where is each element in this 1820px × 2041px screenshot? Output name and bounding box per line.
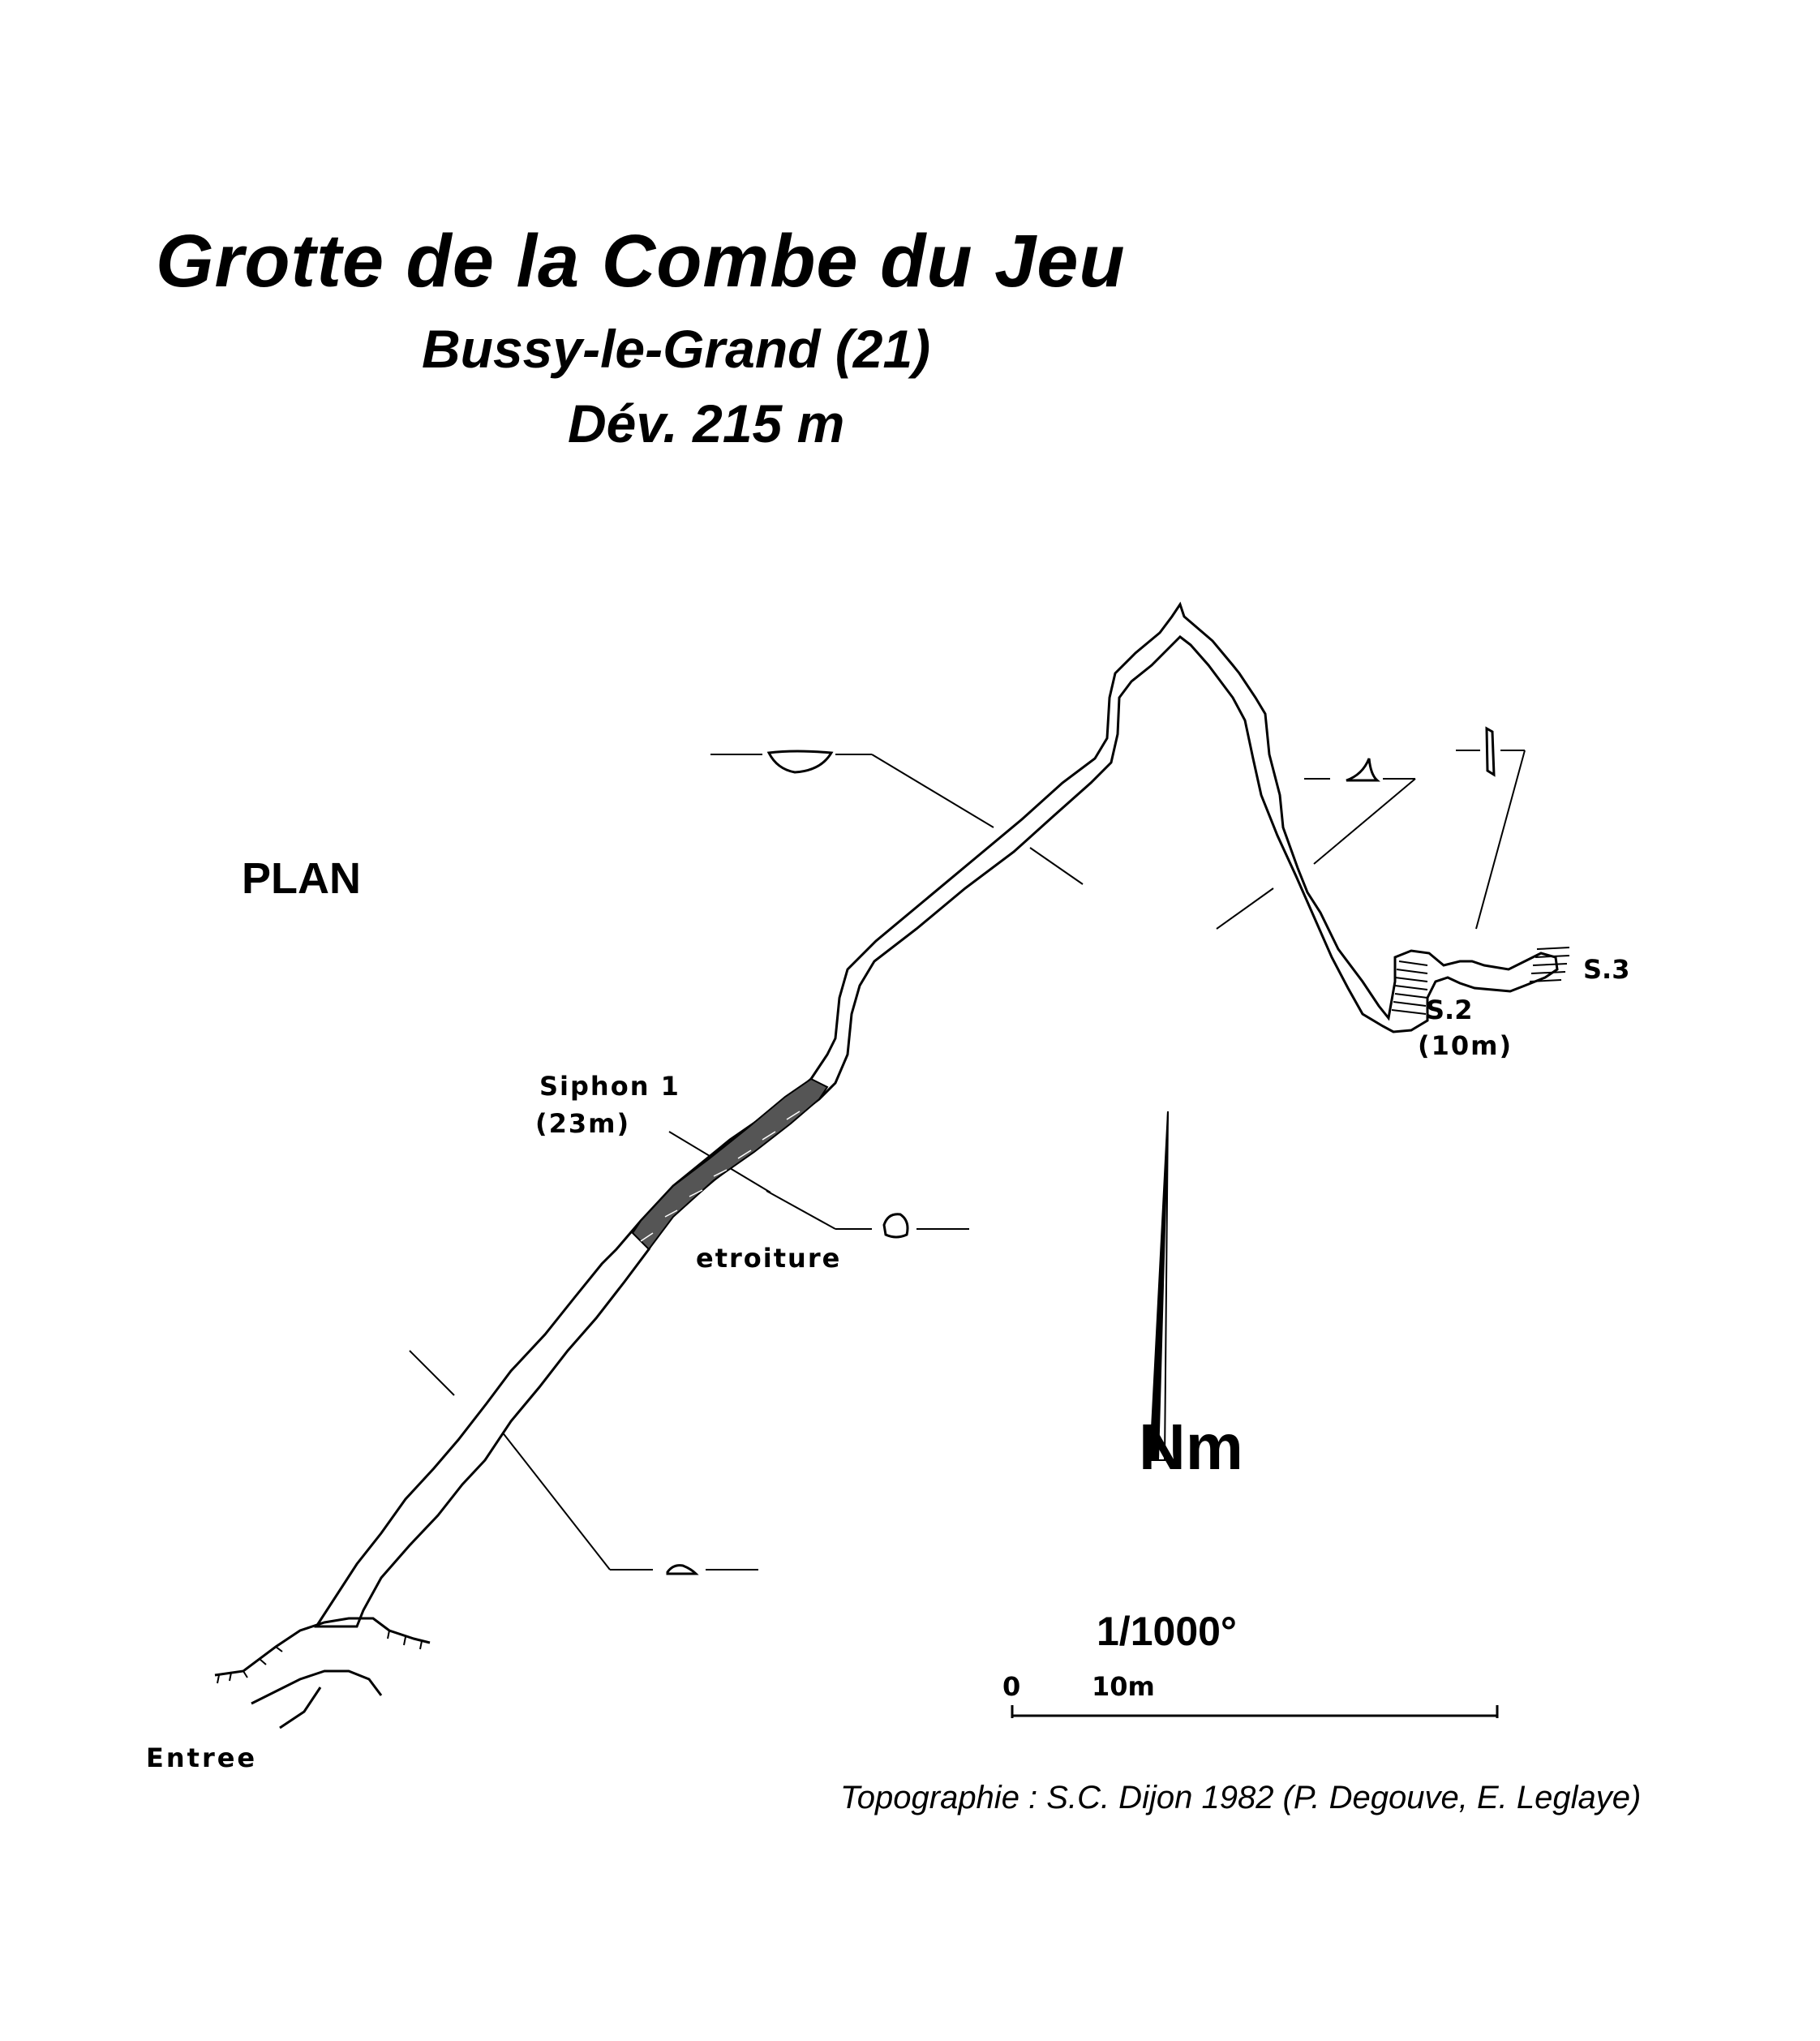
entrance-label: Entree xyxy=(146,1742,258,1773)
terrain-ticks xyxy=(217,1631,422,1683)
development-length: Dév. 215 m xyxy=(568,393,845,453)
scale-tick-label: 10m xyxy=(1092,1671,1155,1702)
siphon-2-length: (10m) xyxy=(1418,1030,1513,1061)
siphon-1-length: (23m) xyxy=(535,1108,631,1139)
entrance-terrain xyxy=(215,1618,430,1728)
narrowing-label: etroiture xyxy=(696,1243,842,1274)
siphon-1-label: Siphon 1 xyxy=(539,1071,680,1102)
main-passage xyxy=(316,604,1557,1626)
siphon-1-water xyxy=(633,1079,827,1249)
cross-sections xyxy=(667,728,1494,1574)
north-arrow-icon xyxy=(1150,1111,1168,1460)
survey-credits: Topographie : S.C. Dijon 1982 (P. Degouve, E. Leglaye) xyxy=(840,1780,1642,1815)
location-subtitle: Bussy-le-Grand (21) xyxy=(422,319,931,379)
siphon-2-label: S.2 xyxy=(1426,995,1473,1025)
scale-bar xyxy=(1012,1705,1497,1718)
scale-ratio: 1/1000° xyxy=(1097,1609,1237,1654)
siphon-3-label: S.3 xyxy=(1583,954,1630,985)
plan-view-label: PLAN xyxy=(242,854,361,903)
map-title: Grotte de la Combe du Jeu xyxy=(156,220,1126,303)
scale-start-label: 0 xyxy=(1002,1671,1021,1702)
north-arrow-label: Nm xyxy=(1139,1411,1243,1483)
